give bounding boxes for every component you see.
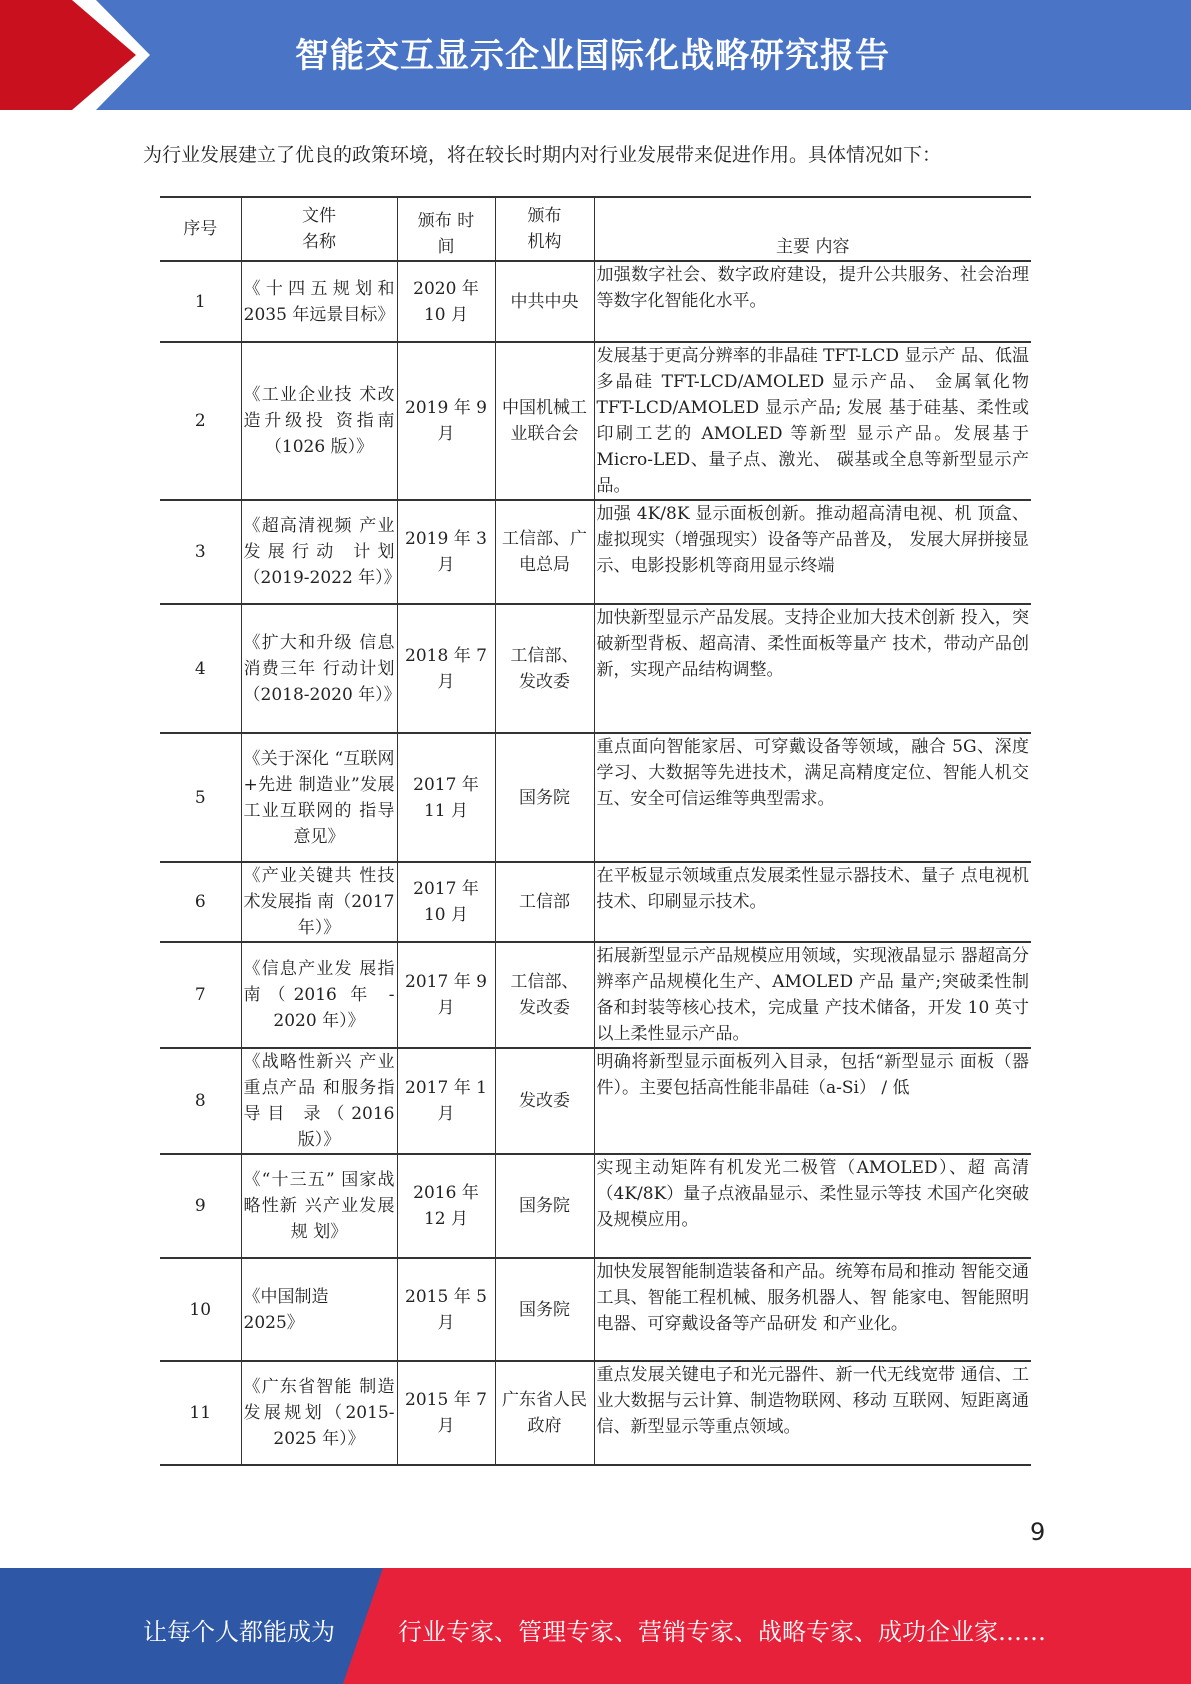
cell-org: 中国机械工业联合会 [495, 342, 594, 500]
cell-num: 7 [160, 942, 241, 1048]
header-doc: 文件 名称 [241, 197, 397, 261]
cell-doc: 《广东省智能 制造发展规划（2015-2025 年）》 [241, 1361, 397, 1465]
cell-num: 10 [160, 1258, 241, 1361]
cell-date: 2015 年 5 月 [397, 1258, 495, 1361]
cell-date: 2016 年 12 月 [397, 1154, 495, 1258]
cell-content: 在平板显示领域重点发展柔性显示器技术、量子 点电视机技术、印刷显示技术。 [594, 862, 1031, 942]
cell-org: 广东省人民政府 [495, 1361, 594, 1465]
cell-date: 2018 年 7 月 [397, 604, 495, 733]
cell-date: 2020 年 10 月 [397, 261, 495, 342]
table-row [160, 862, 1031, 942]
header-banner [0, 0, 1191, 110]
cell-org: 工信部 [495, 862, 594, 942]
table-header-row [160, 197, 1031, 261]
cell-content: 发展基于更高分辨率的非晶硅 TFT-LCD 显示产 品、低温多晶硅 TFT-LCD/AMOLED 显示产品、 金属氧化物 TFT-LCD/AMOLED 显示产品; 发展 基于硅基、柔性或印刷工艺的 AMOLED 等新型 显示产品。发展基于 Micro-LED、量子点、激光、 碳基或全息等新型显示产品。 [594, 342, 1031, 500]
cell-content: 加快发展智能制造装备和产品。统筹布局和推动 智能交通工具、智能工程机械、服务机器人、智 能家电、智能照明电器、可穿戴设备等产品研发 和产业化。 [594, 1258, 1031, 1361]
cell-content: 拓展新型显示产品规模应用领域，实现液晶显示 器超高分辨率产品规模化生产、AMOLED 产品 量产;突破柔性制备和封装等核心技术，完成量 产技术储备，开发 10 英寸以上柔性显示产品。 [594, 942, 1031, 1048]
table-row [160, 261, 1031, 342]
cell-content: 加强 4K/8K 显示面板创新。推动超高清电视、机 顶盒、虚拟现实（增强现实）设备等产品普及， 发展大屏拼接显示、电影投影机等商用显示终端 [594, 500, 1031, 604]
table-row [160, 942, 1031, 1048]
cell-num: 8 [160, 1048, 241, 1154]
cell-content: 实现主动矩阵有机发光二极管（AMOLED）、超 高清（4K/8K）量子点液晶显示、柔性显示等技 术国产化突破及规模应用。 [594, 1154, 1031, 1258]
intro-paragraph: 为行业发展建立了优良的政策环境，将在较长时期内对行业发展带来促进作用。具体情况如下： [143, 144, 942, 166]
cell-doc: 《扩大和升级 信息消费三年 行动计划（2018-2020 年）》 [241, 604, 397, 733]
cell-num: 1 [160, 261, 241, 342]
report-title: 智能交互显示企业国际化战略研究报告 [295, 36, 890, 76]
table-row [160, 1258, 1031, 1361]
cell-content: 重点面向智能家居、可穿戴设备等领域，融合 5G、深度学习、大数据等先进技术，满足高精度定位、智能人机交互、安全可信运维等典型需求。 [594, 733, 1031, 862]
cell-num: 2 [160, 342, 241, 500]
cell-org: 国务院 [495, 733, 594, 862]
cell-num: 11 [160, 1361, 241, 1465]
cell-content: 重点发展关键电子和光元器件、新一代无线宽带 通信、工业大数据与云计算、制造物联网、移动 互联网、短距离通信、新型显示等重点领域。 [594, 1361, 1031, 1465]
cell-date: 2017 年 10 月 [397, 862, 495, 942]
cell-date: 2017 年 11 月 [397, 733, 495, 862]
cell-org: 工信部、 发改委 [495, 942, 594, 1048]
table-row [160, 500, 1031, 604]
table-row [160, 733, 1031, 862]
cell-content: 加强数字社会、数字政府建设，提升公共服务、社会治理等数字化智能化水平。 [594, 261, 1031, 342]
cell-org: 工信部、 发改委 [495, 604, 594, 733]
cell-org: 发改委 [495, 1048, 594, 1154]
cell-num: 6 [160, 862, 241, 942]
cell-org: 国务院 [495, 1154, 594, 1258]
cell-date: 2017 年 1 月 [397, 1048, 495, 1154]
cell-num: 4 [160, 604, 241, 733]
page-number: 9 [1030, 1518, 1046, 1546]
cell-doc: 《“十三五” 国家战略性新 兴产业发展规 划》 [241, 1154, 397, 1258]
footer-banner [0, 1568, 1191, 1684]
cell-doc: 《超高清视频 产业发展行动 计划（2019-2022 年）》 [241, 500, 397, 604]
header-org: 颁布 机构 [495, 197, 594, 261]
cell-doc: 《关于深化 “互联网+先进 制造业”发展 工业互联网的 指导意见》 [241, 733, 397, 862]
table-row [160, 1361, 1031, 1465]
cell-content: 加快新型显示产品发展。支持企业加大技术创新 投入，突破新型背板、超高清、柔性面板等量产 技术，带动产品创新，实现产品结构调整。 [594, 604, 1031, 733]
cell-doc: 《战略性新兴 产业重点产品 和服务指导目 录（2016 版）》 [241, 1048, 397, 1154]
table-row [160, 342, 1031, 500]
header-num: 序号 [160, 197, 241, 261]
cell-doc: 《信息产业发 展指南（2016 年 - 2020 年）》 [241, 942, 397, 1048]
cell-doc: 《中国制造 2025》 [241, 1258, 397, 1361]
cell-doc: 《工业企业技 术改造升级投 资指南（1026 版）》 [241, 342, 397, 500]
cell-org: 国务院 [495, 1258, 594, 1361]
cell-num: 3 [160, 500, 241, 604]
cell-org: 中共中央 [495, 261, 594, 342]
cell-date: 2015 年 7 月 [397, 1361, 495, 1465]
table-row [160, 604, 1031, 733]
cell-date: 2019 年 3 月 [397, 500, 495, 604]
footer-slogan-left: 让每个人都能成为 [143, 1618, 335, 1646]
table-row [160, 1048, 1031, 1154]
cell-org: 工信部、广电总局 [495, 500, 594, 604]
cell-date: 2019 年 9 月 [397, 342, 495, 500]
cell-date: 2017 年 9 月 [397, 942, 495, 1048]
header-content: 主要 内容 [594, 197, 1031, 261]
cell-content: 明确将新型显示面板列入目录，包括“新型显示 面板（器件）。主要包括高性能非晶硅（a-Si） / 低 [594, 1048, 1031, 1154]
cell-doc: 《产业关键共 性技术发展指 南（2017 年）》 [241, 862, 397, 942]
header-date: 颁布 时 间 [397, 197, 495, 261]
cell-num: 5 [160, 733, 241, 862]
table-row [160, 1154, 1031, 1258]
footer-slogan-right: 行业专家、管理专家、营销专家、战略专家、成功企业家…… [398, 1618, 1046, 1646]
cell-num: 9 [160, 1154, 241, 1258]
cell-doc: 《十四五规划和 2035 年远景目标》 [241, 261, 397, 342]
policy-table [160, 196, 1031, 1466]
